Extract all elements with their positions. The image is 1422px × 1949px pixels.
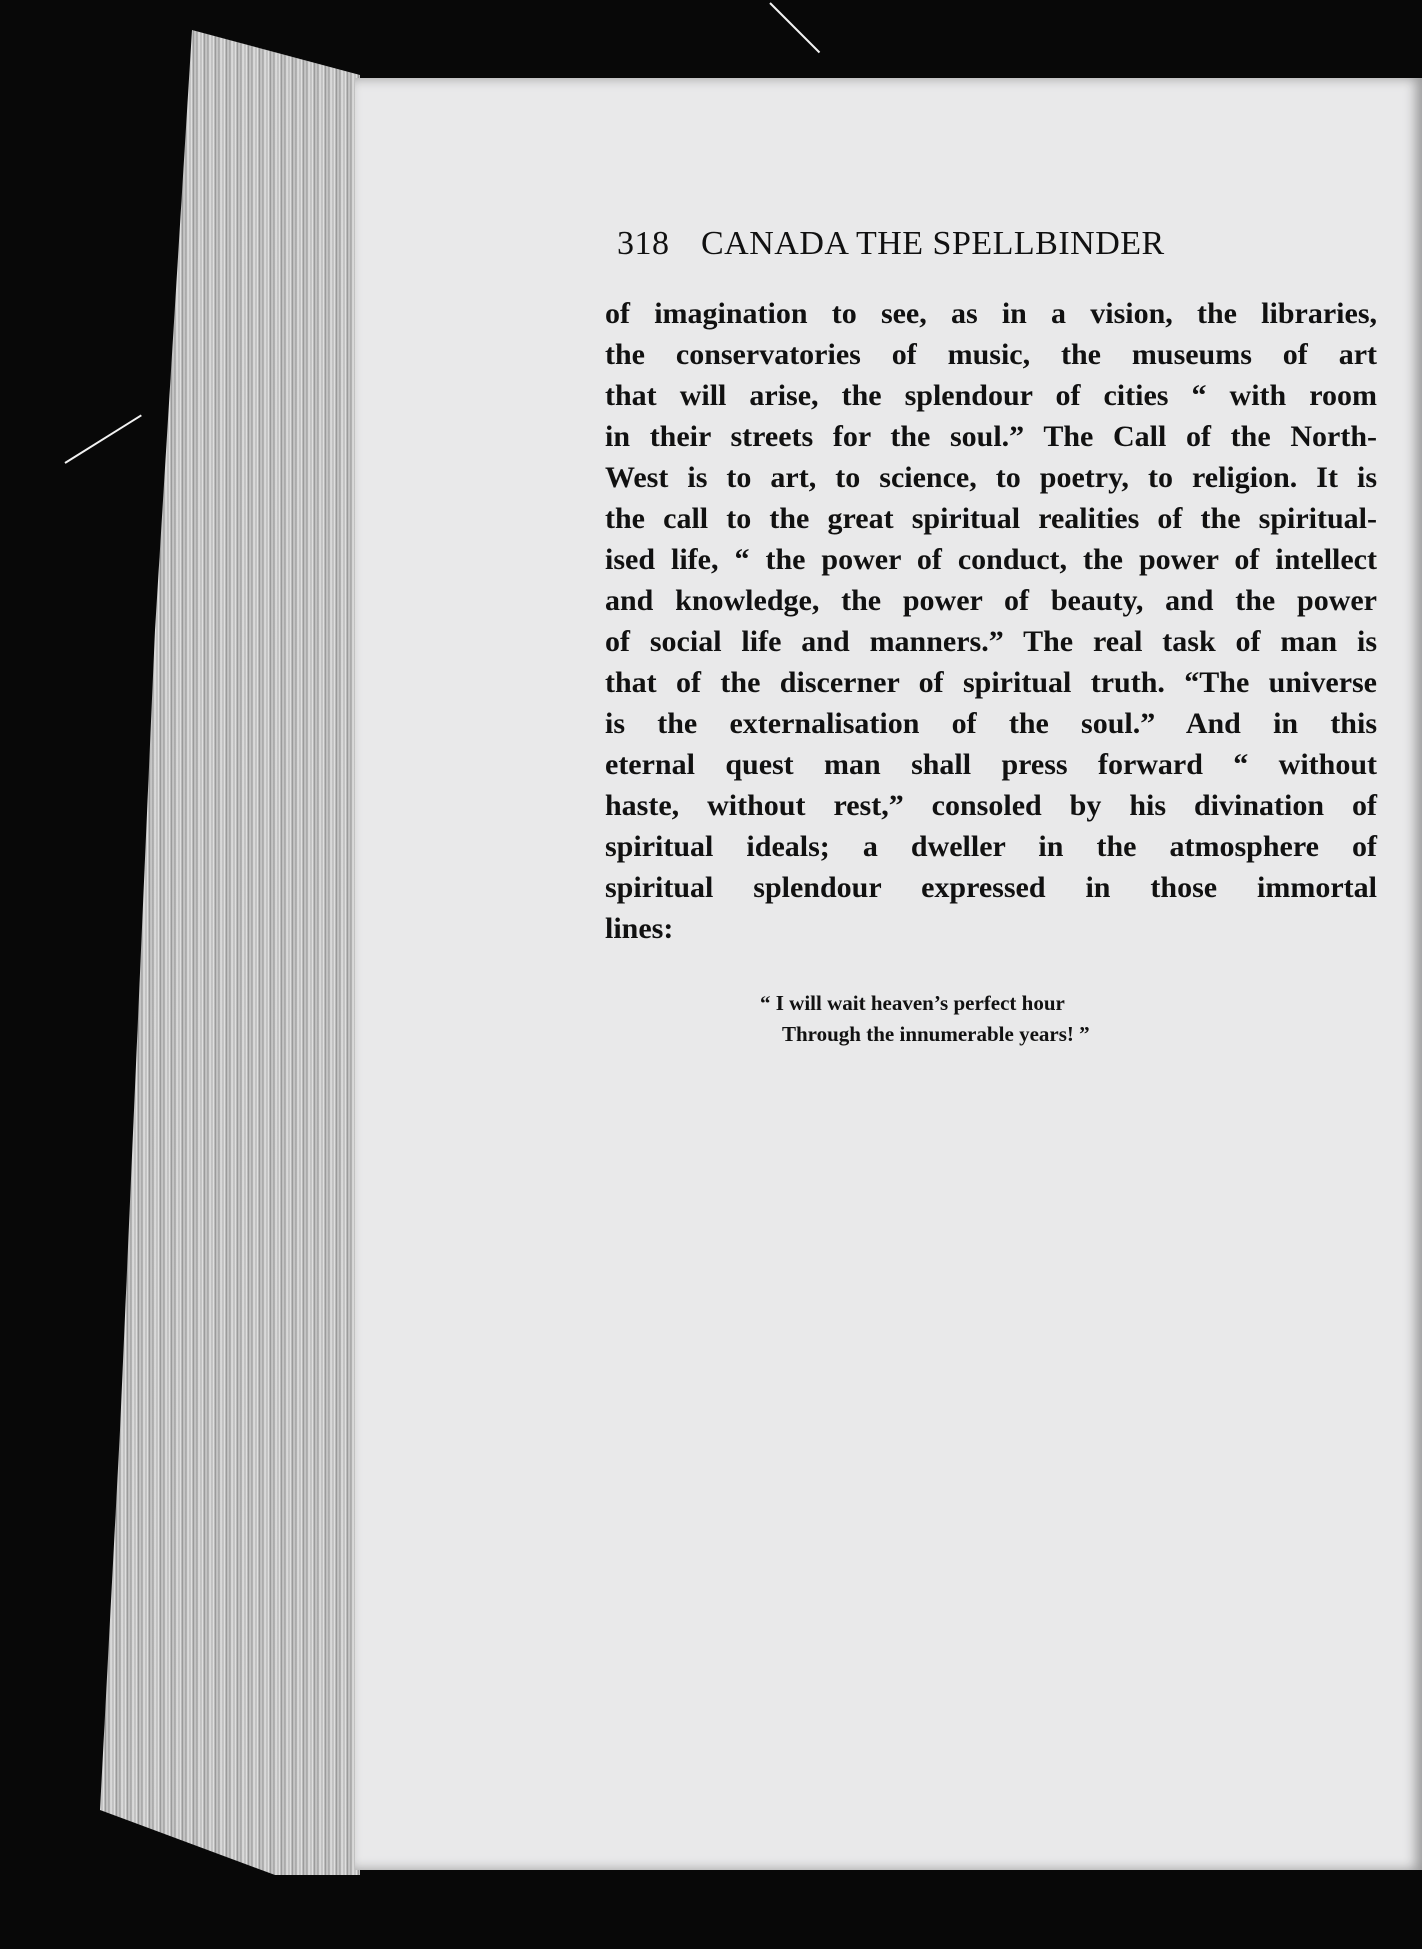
running-head <box>617 225 1317 275</box>
running-title: CANADA THE SPELLBINDER <box>701 225 1165 262</box>
poem-line: “ I will wait heaven’s perfect hour <box>760 991 1065 1015</box>
text-line: and knowledge, the power of beauty, and the power <box>605 584 1377 617</box>
text-line: of social life and manners.” The real task of man is <box>605 625 1377 658</box>
text-line: eternal quest man shall press forward “ without <box>605 748 1377 781</box>
text-line: in their streets for the soul.” The Call of the North- <box>605 420 1377 453</box>
text-line: of imagination to see, as in a vision, the libraries, <box>605 297 1377 330</box>
text-line: haste, without rest,” consoled by his divination of <box>605 789 1377 822</box>
text-line: West is to art, to science, to poetry, to religion. It is <box>605 461 1377 494</box>
book-page <box>355 78 1422 1870</box>
text-line: spiritual ideals; a dweller in the atmosphere of <box>605 830 1377 863</box>
poem-quote <box>760 988 1240 1050</box>
text-line: that will arise, the splendour of cities “ with room <box>605 379 1377 412</box>
text-line: is the externalisation of the soul.” And in this <box>605 707 1377 740</box>
text-line: that of the discerner of spiritual truth. “The universe <box>605 666 1377 699</box>
text-line: ised life, “ the power of conduct, the power of intellect <box>605 543 1377 576</box>
text-line: the conservatories of music, the museums of art <box>605 338 1377 371</box>
text-line: spiritual splendour expressed in those immortal <box>605 871 1377 904</box>
page-number: 318 <box>617 225 670 262</box>
text-line: the call to the great spiritual realities of the spiritual- <box>605 502 1377 535</box>
body-paragraph <box>605 293 1377 949</box>
poem-line: Through the innumerable years! ” <box>782 1022 1090 1046</box>
text-line: lines: <box>605 912 674 945</box>
